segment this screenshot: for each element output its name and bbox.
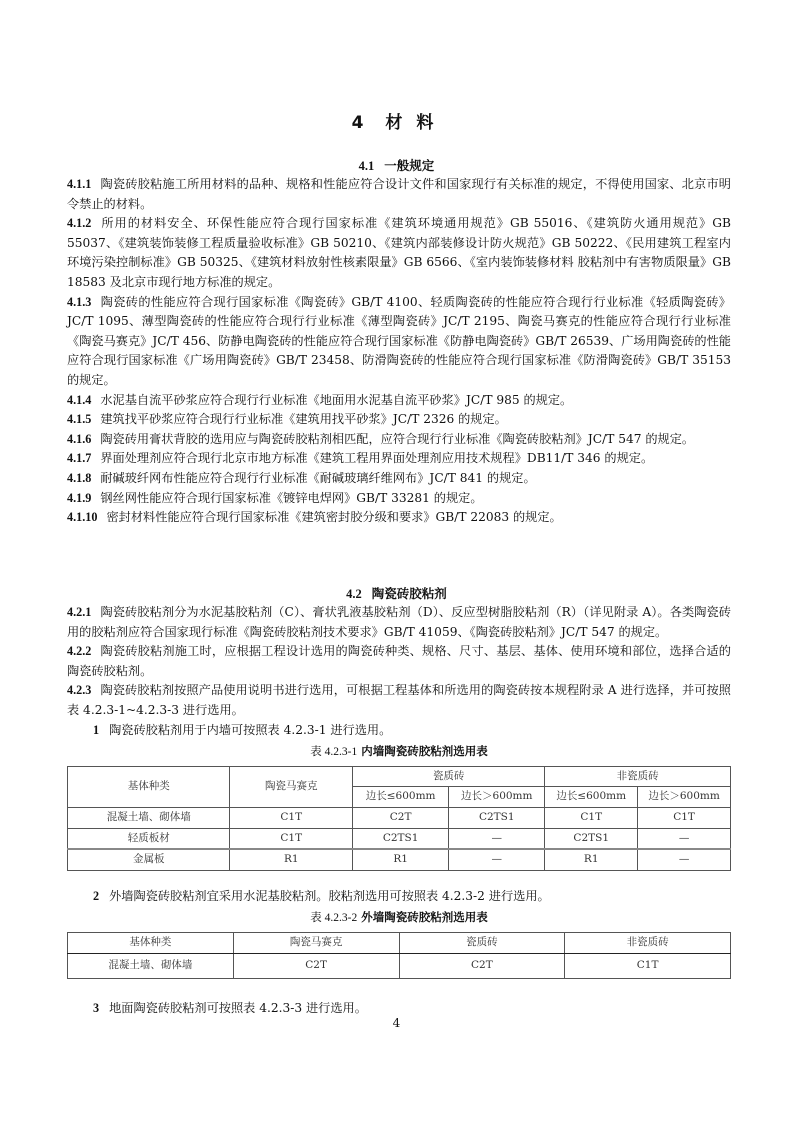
- table-cell: C2TS1: [545, 828, 638, 849]
- clause: [67, 681, 731, 720]
- clause-number: 4.1.9: [67, 490, 92, 505]
- header-cell: 瓷质砖: [353, 766, 545, 787]
- header-cell: 边长≤600mm: [353, 787, 449, 808]
- item-number: 2: [93, 888, 100, 903]
- header-cell: 非瓷质砖: [565, 932, 731, 953]
- table-cell: 混凝土墙、砌体墙: [68, 953, 234, 978]
- table-caption: [67, 742, 731, 763]
- clause-text: 陶瓷砖胶粘剂按照产品使用说明书进行选用，可根据工程基体和所选用的陶瓷砖按本规程附录 A 进行选择，并可按照表 4.2.3-1~4.2.3-3 进行选用。: [67, 683, 731, 717]
- table-cell: C1T: [565, 953, 731, 978]
- chapter-title-char: 材: [385, 113, 405, 133]
- table-cell: —: [638, 849, 731, 870]
- clause-number: 4.1.1: [67, 177, 92, 191]
- header-cell: 陶瓷马赛克: [230, 766, 353, 807]
- table-caption: [67, 908, 731, 929]
- table-cell: —: [449, 849, 545, 870]
- header-cell: 陶瓷马赛克: [233, 932, 399, 953]
- list-item: [67, 887, 731, 907]
- clause-number: 4.2.1: [67, 605, 92, 619]
- clause: [67, 293, 731, 391]
- section-title: 陶瓷砖胶粘剂: [371, 586, 447, 601]
- section-4-2-body: [67, 603, 731, 1018]
- clause: [67, 642, 731, 681]
- section-title: 一般规定: [384, 158, 435, 173]
- clause-text: 界面处理剂应符合现行北京市地方标准《建筑工程用界面处理剂应用技术规程》DB11/T 346 的规定。: [100, 451, 654, 466]
- clause-number: 4.1.5: [67, 412, 92, 427]
- table-cell: C2TS1: [449, 807, 545, 828]
- header-cell: 基体种类: [68, 766, 230, 807]
- interior-wall-adhesive-table: [67, 766, 731, 871]
- table-cell: R1: [545, 849, 638, 870]
- clause: [67, 391, 731, 411]
- clause: [67, 508, 731, 528]
- table-cell: —: [449, 828, 545, 849]
- table-number: 表 4.2.3-1: [310, 746, 358, 759]
- clause-number: 4.1.6: [67, 431, 92, 446]
- section-heading-4-1: [0, 156, 793, 174]
- header-cell: 边长＞600mm: [449, 787, 545, 808]
- table-row: [68, 953, 731, 978]
- section-number: 4.2: [346, 587, 362, 601]
- clause-text: 陶瓷砖胶粘剂分为水泥基胶粘剂（C）、膏状乳液基胶粘剂（D）、反应型树脂胶粘剂（R）（详见附录 A）。各类陶瓷砖用的胶粘剂应符合国家现行标准《陶瓷砖胶粘剂技术要求》GB/T 41059、《陶瓷砖胶粘剂》JC/T 547 的规定。: [67, 605, 731, 639]
- header-cell: 边长≤600mm: [545, 787, 638, 808]
- section-4-1-body: [67, 175, 731, 528]
- chapter-number: 4: [351, 113, 366, 133]
- table-header-row: [68, 932, 731, 953]
- table-cell: C1T: [230, 828, 353, 849]
- clause-number: 4.1.4: [67, 392, 92, 407]
- table-cell: C2TS1: [353, 828, 449, 849]
- table-cell: R1: [230, 849, 353, 870]
- clause-number: 4.1.8: [67, 470, 92, 485]
- table-cell: 混凝土墙、砌体墙: [68, 807, 230, 828]
- table-cell: C2T: [233, 953, 399, 978]
- clause-text: 陶瓷砖的性能应符合现行国家标准《陶瓷砖》GB/T 4100、轻质陶瓷砖的性能应符合现行行业标准《轻质陶瓷砖》JC/T 1095、薄型陶瓷砖的性能应符合现行行业标准《薄型陶瓷砖》JC/T 2195、陶瓷马赛克的性能应符合现行行业标准《陶瓷马赛克》JC/T 456、防静电陶瓷砖的性能应符合现行国家标准《防静电陶瓷砖》GB/T 26539、广场用陶瓷砖的性能应符合现行国家标准《广场用陶瓷砖》GB/T 23458、防滑陶瓷砖的性能应符合现行国家标准《防滑陶瓷砖》GB/T 35153 的规定。: [67, 294, 731, 387]
- clause-number: 4.1.7: [67, 451, 92, 466]
- chapter-title-char: 料: [416, 113, 436, 133]
- clause-number: 4.2.2: [67, 644, 92, 659]
- table-title: 外墙陶瓷砖胶粘剂选用表: [361, 910, 488, 925]
- clause: [67, 214, 731, 292]
- clause-number: 4.1.2: [67, 216, 92, 231]
- header-cell: 基体种类: [68, 932, 234, 953]
- clause: [67, 410, 731, 430]
- clause-text: 陶瓷砖胶粘剂施工时，应根据工程设计选用的陶瓷砖种类、规格、尺寸、基层、基体、使用环境和部位，选择合适的陶瓷砖胶粘剂。: [67, 644, 731, 678]
- section-number: 4.1: [358, 159, 375, 173]
- clause: [67, 449, 731, 469]
- table-row: [68, 849, 731, 870]
- item-number: 3: [93, 1000, 100, 1015]
- header-cell: 瓷质砖: [399, 932, 565, 953]
- table-cell: C1T: [638, 807, 731, 828]
- table-cell: 轻质板材: [68, 828, 230, 849]
- page-number: 4: [392, 1016, 401, 1030]
- item-text: 陶瓷砖胶粘剂用于内墙可按照表 4.2.3-1 进行选用。: [109, 722, 392, 737]
- clause-text: 陶瓷砖胶粘施工所用材料的品种、规格和性能应符合设计文件和国家现行有关标准的规定，不得使用国家、北京市明令禁止的材料。: [67, 177, 731, 211]
- clause-text: 钢丝网性能应符合现行国家标准《镀锌电焊网》GB/T 33281 的规定。: [100, 490, 483, 505]
- table-row: [68, 828, 731, 849]
- clause-number: 4.2.3: [67, 683, 92, 698]
- table-cell: 金属板: [68, 849, 230, 870]
- clause-number: 4.1.3: [67, 294, 92, 309]
- table-header-row: [68, 766, 731, 787]
- table-cell: —: [638, 828, 731, 849]
- clause-text: 耐碱玻纤网布性能应符合现行行业标准《耐碱玻璃纤维网布》JC/T 841 的规定。: [100, 470, 536, 485]
- chapter-title: [0, 108, 793, 133]
- clause-text: 陶瓷砖用膏状背胶的选用应与陶瓷砖胶粘剂相匹配，应符合现行行业标准《陶瓷砖胶粘剂》JC/T 547 的规定。: [100, 431, 695, 446]
- table-row: [68, 807, 731, 828]
- clause: [67, 469, 731, 489]
- clause: [67, 489, 731, 509]
- table-number: 表 4.2.3-2: [310, 912, 358, 925]
- table-cell: R1: [353, 849, 449, 870]
- exterior-wall-adhesive-table: [67, 932, 731, 979]
- table-cell: C2T: [399, 953, 565, 978]
- clause-text: 建筑找平砂浆应符合现行行业标准《建筑用找平砂浆》JC/T 2326 的规定。: [100, 412, 507, 427]
- clause: [67, 430, 731, 450]
- list-item: [67, 721, 731, 741]
- table-cell: C2T: [353, 807, 449, 828]
- item-text: 外墙陶瓷砖胶粘剂宜采用水泥基胶粘剂。胶粘剂选用可按照表 4.2.3-2 进行选用。: [109, 888, 550, 903]
- table-title: 内墙陶瓷砖胶粘剂选用表: [361, 744, 488, 759]
- item-number: 1: [93, 722, 100, 737]
- header-cell: 边长＞600mm: [638, 787, 731, 808]
- clause-text: 密封材料性能应符合现行国家标准《建筑密封胶分级和要求》GB/T 22083 的规定。: [106, 510, 562, 525]
- section-heading-4-2: [0, 584, 793, 602]
- item-text: 地面陶瓷砖胶粘剂可按照表 4.2.3-3 进行选用。: [109, 1000, 367, 1015]
- clause: [67, 175, 731, 214]
- clause-text: 所用的材料安全、环保性能应符合现行国家标准《建筑环境通用规范》GB 55016、《建筑防火通用规范》GB 55037、《建筑装饰装修工程质量验收标准》GB 50210、《建筑内部装修设计防火规范》GB 50222、《民用建筑工程室内环境污染控制标准》GB 50325、《建筑材料放射性核素限量》GB 6566、《室内装饰装修材料 胶粘剂中有害物质限量》GB 18583 及北京市现行地方标准的规定。: [67, 216, 731, 289]
- table-cell: C1T: [230, 807, 353, 828]
- clause-number: 4.1.10: [67, 510, 98, 525]
- clause-text: 水泥基自流平砂浆应符合现行行业标准《地面用水泥基自流平砂浆》JC/T 985 的规定。: [100, 392, 573, 407]
- clause: [67, 603, 731, 642]
- header-cell: 非瓷质砖: [545, 766, 731, 787]
- table-cell: C1T: [545, 807, 638, 828]
